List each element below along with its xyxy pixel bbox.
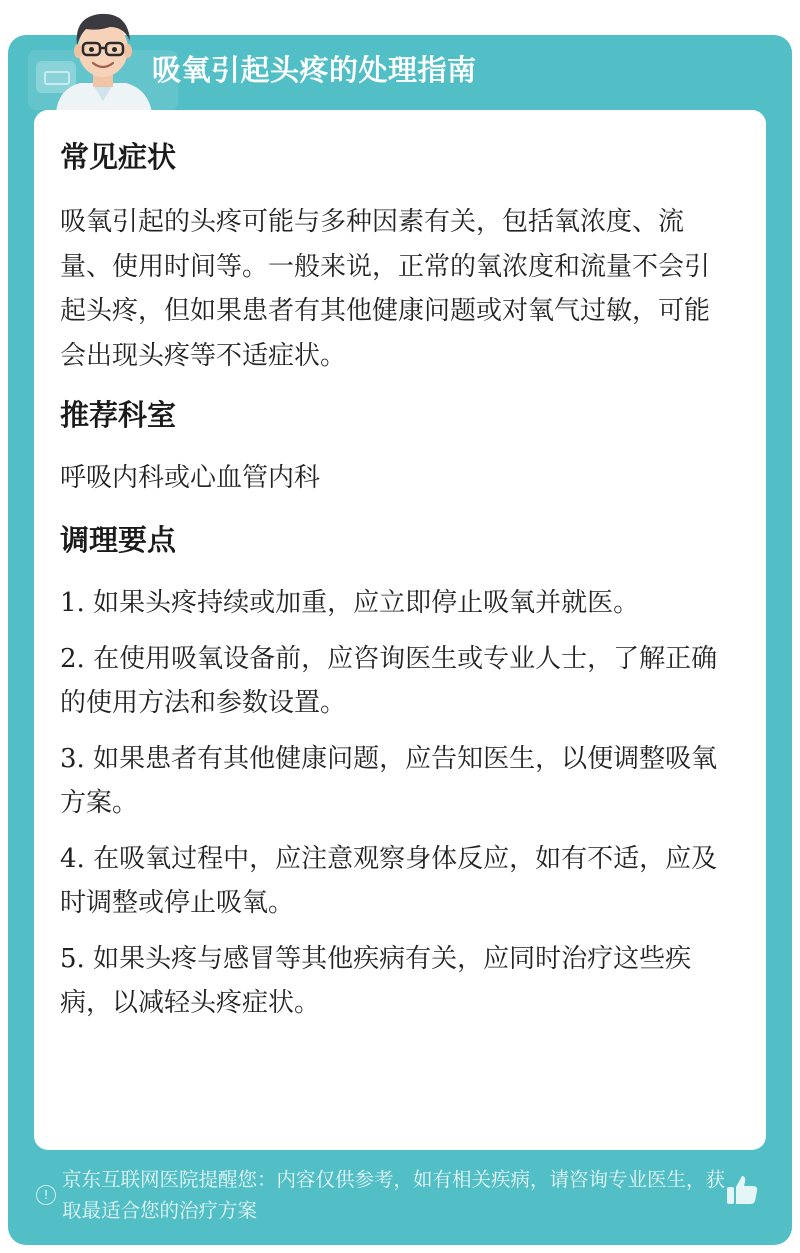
list-item-text: 如果患者有其他健康问题，应告知医生，以便调整吸氧方案。 [60,743,718,818]
list-item [60,737,732,825]
list-item-text: 在吸氧过程中，应注意观察身体反应，如有不适，应及时调整或停止吸氧。 [60,843,718,918]
info-icon: ! [36,1185,56,1205]
disclaimer-text: 京东互联网医院提醒您：内容仅供参考，如有相关疾病，请咨询专业医生，获取最适合您的治疗方案 [62,1168,726,1222]
section-heading-symptoms: 常见症状 [60,140,177,174]
list-item-text: 如果头疼持续或加重，应立即停止吸氧并就医。 [93,587,640,618]
list-item [60,637,732,725]
thumbs-up-icon[interactable] [724,1172,760,1208]
section-heading-department: 推荐科室 [60,398,177,432]
list-item-text: 如果头疼与感冒等其他疾病有关，应同时治疗这些疾病，以减轻头疼症状。 [60,943,692,1018]
list-item-number: 1. [60,587,85,618]
list-item-number: 2. [60,643,85,674]
section-heading-care-points: 调理要点 [60,522,177,557]
symptoms-text: 吸氧引起的头疼可能与多种因素有关，包括氧浓度、流量、使用时间等。一般来说，正常的氧浓度和流量不会引起头疼，但如果患者有其他健康问题或对氧气过敏，可能会出现头疼等不适症状。 [60,207,711,371]
doctor-avatar [48,5,158,113]
content-card [34,110,766,1150]
list-item [60,937,732,1025]
list-item-number: 5. [60,943,85,974]
department-text: 呼吸内科或心血管内科 [60,463,321,493]
list-item-text: 在使用吸氧设备前，应咨询医生或专业人士，了解正确的使用方法和参数设置。 [60,643,718,718]
page-title: 吸氧引起头疼的处理指南 [152,53,477,87]
list-item [60,581,732,625]
list-item-number: 3. [60,743,85,774]
content [60,132,732,1037]
list-item [60,837,732,925]
list-item-number: 4. [60,843,85,874]
